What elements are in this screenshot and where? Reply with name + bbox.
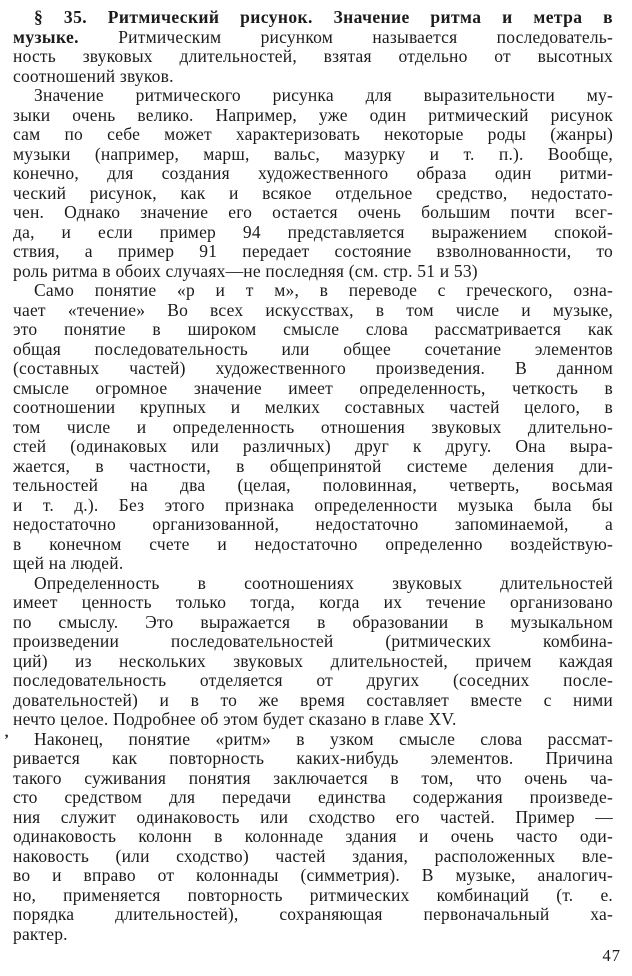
body-text: щей на людей.	[13, 553, 124, 573]
text-line	[13, 710, 613, 730]
text-line	[13, 242, 613, 262]
body-text: довательностей) и в то же время составляет вместе с ними	[13, 689, 613, 710]
text-line	[13, 925, 613, 945]
body-text: наковость (или сходство) частей здания, расположенных вле-	[13, 845, 613, 866]
body-text: Наконец, понятие «ритм» в узком смысле слова рассмат-	[34, 728, 613, 749]
body-text: конечно, для создания художественного образа один ритми-	[13, 163, 613, 183]
text-line	[13, 47, 613, 67]
body-text: Ритмическим рисунком называется последователь-	[78, 26, 613, 47]
text-line	[13, 886, 613, 906]
body-text: ций) из нескольких звуковых длительностей, причем каждая	[13, 650, 613, 671]
body-text: рактер.	[13, 923, 68, 944]
text-line	[13, 866, 613, 886]
paragraph	[13, 281, 613, 574]
text-line	[13, 418, 613, 438]
body-text: такого суживания понятия заключается в том, что очень ча-	[13, 767, 613, 788]
text-line	[13, 632, 613, 652]
text-line	[13, 613, 613, 633]
body-text: роль ритма в обоих случаях—не последняя (см. стр. 51 и 53)	[13, 260, 478, 281]
text-line	[13, 67, 613, 87]
paragraph	[13, 8, 613, 86]
text-line	[13, 125, 613, 145]
body-text: нечто целое. Подробнее об этом будет сказано в главе XV.	[13, 709, 457, 729]
text-line	[13, 749, 613, 769]
text-line	[13, 262, 613, 282]
body-text: порядка длительностей), сохраняющая первоначальный ха-	[13, 904, 613, 924]
body-text: Само понятие «р и т м», в переводе с греческого, озна-	[34, 280, 613, 300]
body-text: сам по себе может характеризовать некоторые роды (жанры)	[13, 124, 613, 144]
body-text: и т. д.). Без этого признака определенности музыка была бы	[13, 494, 613, 515]
text-line	[13, 554, 613, 574]
body-text: ческий рисунок, как и всякое отдельное средство, недостато-	[13, 182, 613, 203]
text-line	[13, 515, 613, 535]
body-text: тельностей на два (целая, половинная, четверть, восьмая	[13, 475, 613, 495]
text-line	[13, 223, 613, 243]
text-line	[13, 827, 613, 847]
body-text: соотношений звуков.	[13, 65, 174, 86]
body-text: чен. Однако значение его остается очень большим почти всег-	[13, 202, 613, 222]
body-text: имеет ценность только тогда, когда их течение организовано	[13, 592, 613, 612]
body-text: общая последовательность или общее сочетание элементов	[13, 338, 613, 359]
text-line	[13, 359, 613, 379]
text-line	[13, 164, 613, 184]
text-line	[13, 398, 613, 418]
text-line	[13, 593, 613, 613]
body-text: музыки (например, марш, вальс, мазурку и т. п.). Вообще,	[13, 143, 613, 164]
body-text: в конечном счете и недостаточно определенно воздействую-	[13, 533, 613, 554]
text-line	[13, 340, 613, 360]
body-text: ривается как повторность каких-нибудь элементов. Причина	[13, 748, 613, 768]
text-line	[13, 86, 613, 106]
text-block	[4, 7, 613, 944]
paragraph	[13, 574, 613, 730]
body-text: Значение ритмического рисунка для выразительности му-	[34, 85, 613, 105]
text-line	[13, 574, 613, 594]
body-text: (составных частей) художественного произведения. В данном	[13, 358, 613, 378]
text-line	[13, 691, 613, 711]
text-line	[4, 728, 613, 750]
body-text: ствия, а пример 91 передает состояние взволнованности, то	[13, 241, 613, 261]
paragraph	[13, 86, 613, 281]
text-line	[13, 847, 613, 867]
heading-text: музыке.	[13, 26, 79, 47]
body-text: чает «течение» Во всех искусствах, в том числе и музыке,	[13, 299, 613, 320]
text-line	[13, 184, 613, 204]
heading-text: § 35. Ритмический рисунок. Значение ритма и метра в	[34, 7, 613, 27]
body-text: произведении последовательностей (ритмических комбина-	[13, 631, 613, 651]
page-number: 47	[602, 946, 621, 965]
body-text: последовательность отделяется от других (соседних после-	[13, 670, 613, 690]
text-line	[13, 476, 613, 496]
body-text: во и вправо от колоннады (симметрия). В музыке, аналогич-	[13, 865, 613, 885]
scan-artifact-mark: ’	[4, 731, 10, 748]
text-line	[13, 203, 613, 223]
text-line	[13, 769, 613, 789]
text-line	[13, 788, 613, 808]
body-text: по смыслу. Это выражается в образовании в музыкальном	[13, 611, 613, 632]
text-line	[13, 106, 613, 126]
text-line	[13, 281, 613, 301]
body-text: это понятие в широком смысле слова рассматривается как	[13, 319, 613, 339]
body-text: стей (одинаковых или различных) друг к другу. Она выра-	[13, 436, 613, 456]
text-line	[13, 301, 613, 321]
body-text: Определенность в соотношениях звуковых длительностей	[34, 572, 613, 593]
text-line	[13, 379, 613, 399]
body-text: зыки очень велико. Например, уже один ритмический рисунок	[13, 104, 613, 125]
body-text: соотношении крупных и мелких составных частей целого, в	[13, 397, 613, 417]
text-line	[13, 8, 613, 28]
text-line	[13, 320, 613, 340]
body-text: да, и если пример 94 представляется выражением спокой-	[13, 221, 613, 242]
paragraph	[4, 728, 613, 945]
text-line	[13, 145, 613, 165]
text-line	[13, 457, 613, 477]
body-text: том числе и определенность отношения звуковых длительно-	[13, 416, 613, 437]
text-line	[13, 437, 613, 457]
body-text: одинаковость колонн в колоннаде здания и очень часто оди-	[13, 826, 613, 846]
text-line	[13, 535, 613, 555]
body-text: недостаточно организованной, недостаточно запоминаемой, а	[13, 514, 613, 534]
text-line	[13, 671, 613, 691]
body-text: смысле огромное значение имеет определенность, четкость в	[13, 377, 613, 398]
text-line	[13, 28, 613, 48]
body-text: ния служит одинаковость или сходство его частей. Пример —	[13, 806, 613, 827]
text-line	[13, 905, 613, 925]
text-line	[13, 652, 613, 672]
body-text: ность звуковых длительностей, взятая отдельно от высотных	[13, 46, 613, 66]
body-text: жается, в частности, в общепринятой системе деления дли-	[13, 455, 613, 476]
body-text: сто средством для передачи единства содержания произведе-	[13, 787, 613, 807]
text-line	[13, 808, 613, 828]
text-line	[13, 496, 613, 516]
body-text: но, применяется повторность ритмических комбинаций (т. е.	[13, 884, 613, 905]
